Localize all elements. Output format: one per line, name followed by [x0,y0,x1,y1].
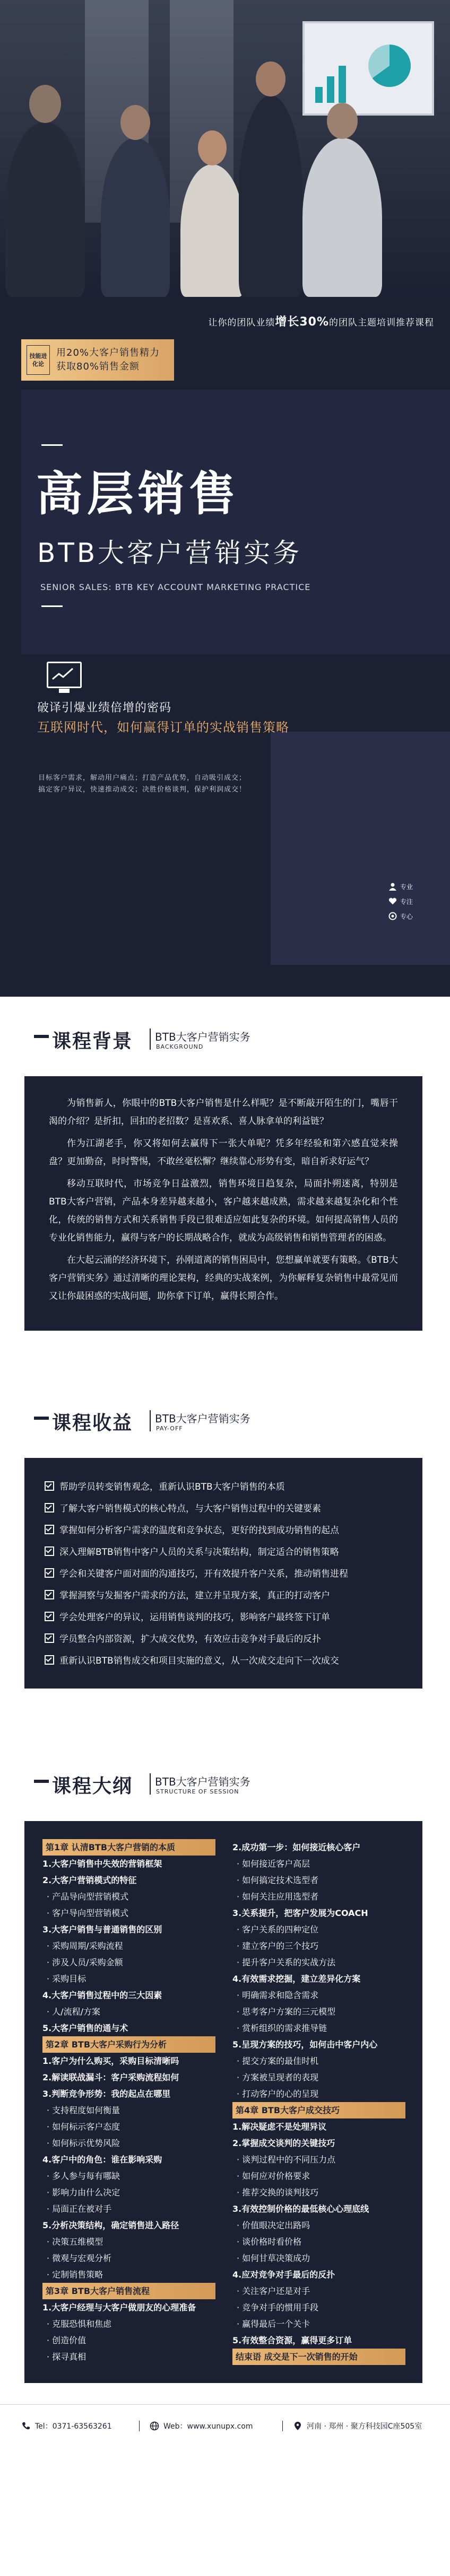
gain-text: 了解大客户销售模式的核心特点，与大客户销售过程中的关键要素 [59,1504,321,1514]
footer-divider [139,2421,140,2431]
section-header [0,997,450,1076]
person-icon [388,882,397,891]
outline-subtopic: · 如何标示优势风险 [47,2138,120,2148]
outline-subtopic: · 价值眼决定出路吗 [237,2220,310,2230]
value-item [388,894,413,909]
section-title: 课程大纲 [52,1775,133,1797]
value-label: 专注 [400,898,413,905]
gain-item [45,1584,402,1605]
values-list [388,879,413,924]
outline-topic: 1.解决疑虑不是处理异议 [232,2122,327,2132]
outline-subtopic: · 关注客户还是对手 [237,2286,310,2296]
footer-web [150,2421,253,2431]
outline-topic: 4.应对竞争对手最后的反扑 [232,2270,335,2280]
outline-subtopic: · 建立客户的三个技巧 [237,1941,319,1951]
outline-topic: 3.有效控制价格的最低核心心理底线 [232,2204,369,2214]
outline-subtopic: · 客户导向型营销模式 [47,1908,129,1918]
gain-text: 掌握洞察与发掘客户需求的方法，建立并呈现方案，真正的打动客户 [59,1590,330,1601]
checkbox-icon [45,1546,54,1556]
gain-text: 学会处理客户的异议，运用销售谈判的技巧，影响客户最终签下订单 [59,1612,330,1623]
background-paragraph: 在大起云涌的经济环境下，孙刚道离的销售困局中，您想赢单就要有策略。《BTB大客户营销实务》通过清晰的理论架构，经典的实战案例，为你解释复杂销售中最常见而又让你最困惑的实战问题，助你拿下订单，赢得长期合作。 [49,1255,398,1302]
gain-text: 帮助学员转变销售观念，重新认识BTB大客户销售的本质 [59,1482,285,1492]
outline-chapter: 第3章 BTB大客户销售流程 [42,2283,215,2299]
outline-subtopic: · 推荐交换的谈判技巧 [237,2187,319,2197]
globe-icon [150,2421,159,2431]
outline-subtopic: · 客户关系的四种定位 [237,1924,319,1935]
footer-divider [282,2421,283,2431]
checkbox-icon [45,1481,54,1491]
outline-subtopic: · 多人参与每有哪缺 [47,2171,120,2181]
hero-shade-block-2 [271,732,450,965]
gain-text: 重新认识BTB销售成交和项目实施的意义，从一次成交走向下一次成交 [59,1656,339,1666]
gain-item [45,1562,402,1584]
footer [0,2404,450,2450]
outline-subtopic: · 明确需求和隐含需求 [237,1990,319,2000]
title-dash-bottom [41,605,63,607]
section-header [0,1378,450,1458]
outline-topic: 5.分析决策结构，确定销售进入路径 [42,2220,179,2230]
english-title: SENIOR SALES: BTB KEY ACCOUNT MARKETING PRACTICE [40,582,311,592]
outline-subtopic: · 支持程度如何衡量 [47,2105,120,2115]
background-paragraph: 移动互联时代，市场竞争日益激烈，销售环境日趋复杂，局面扑朔迷离，特别是BTB大客户营销，产品本身差异越来越小，客户越来越成熟，需求越来越复杂化和个性化，传统的销售方式和关系销售手段已很难适应如此复杂的环境。如何提高销售人员的专业化销售能力，赢得与客户的长期战略合作，就成为高级销售和销售管理者的困惑。 [49,1179,398,1243]
outline-subtopic: · 产品导向型营销模式 [47,1892,129,1902]
outline-subtopic: · 创造价值 [47,2335,86,2345]
outline-section [0,1742,450,2383]
section-subtitle: BTB大客户营销实务 [155,1031,250,1043]
checkbox-icon [45,1612,54,1621]
header-separator [150,1410,151,1431]
gain-text: 学员整合内部资源，扩大成交优势，有效应击竞争对手最后的反扑 [59,1634,321,1645]
outline-topic: 3.关系提升，把客户发展为COACH [232,1908,368,1918]
outline-subtopic: · 采购目标 [47,1974,86,1984]
outline-subtopic: · 方案被呈现者的表现 [237,2072,319,2082]
outline-subtopic: · 赢得最后一个关卡 [237,2319,310,2329]
outline-topic: 5.有效整合资源，赢得更多订单 [232,2335,352,2345]
monitor-chart-icon [47,662,82,688]
footer-tel [21,2421,112,2431]
outline-subtopic: · 涉及人员/采购金额 [47,1957,123,1967]
outline-topic: 2.掌握成交谈判的关键技巧 [232,2138,335,2148]
outline-subtopic: · 局面正在被对手 [47,2204,112,2214]
outline-subtopic: · 谈价格时看价格 [237,2237,302,2247]
outline-topic: 5.大客户销售的通与术 [42,2023,128,2033]
checkbox-icon [45,1568,54,1578]
outline-subtopic: · 提交方案的最佳时机 [237,2056,319,2066]
outline-subtopic: · 决策五维模型 [47,2237,103,2247]
gain-item [45,1605,402,1627]
header-separator [150,1028,151,1050]
checkbox-icon [45,1633,54,1643]
gains-section [0,1378,450,1689]
benefit-line-2: 获取80%销售金额 [56,361,140,372]
value-item [388,879,413,894]
section-title: 课程背景 [52,1031,133,1052]
audience-line-2: 搞定客户异议，快速推动成交；决胜价格谈判，保护利润成交！ [38,786,247,794]
outline-right-column [232,1839,412,2365]
outline-topic: 4.有效需求挖掘，建立差异化方案 [232,1974,361,1984]
value-item [388,909,413,924]
outline-left-column [42,1839,222,2365]
background-paragraph: 作为江湖老手，你又将如何去赢得下一张大单呢？凭多年经验和第六感直觉来操盘？更加勤奋，时时警惕，不敢丝毫松懈？继续靠心形势有变，暗自祈求好运气？ [49,1138,398,1167]
target-icon [388,912,397,920]
hero-tagline [0,313,450,329]
outline-box [24,1821,422,2383]
outline-chapter: 第1章 认清BTB大客户营销的本质 [42,1839,215,1856]
gain-item [45,1497,402,1518]
value-label: 专心 [400,912,413,920]
outline-subtopic: · 如何甘草决策成功 [237,2253,310,2263]
sub-title: BTB大客户营销实务 [37,538,302,568]
outline-subtopic: · 探寻真相 [47,2352,86,2362]
outline-topic: 1.客户为什么购买，采购目标清晰吗 [42,2056,179,2066]
gain-text: 掌握如何分析客户需求的温度和竞争状态，更好的找到成功销售的起点 [59,1525,339,1536]
outline-topic: 3.大客户销售与普通销售的区别 [42,1924,162,1935]
web-text[interactable]: Web：www.xunupx.com [163,2422,253,2431]
checkbox-icon [45,1525,54,1534]
section-header [0,1742,450,1821]
hero-banner [0,0,450,997]
gain-text: 深入理解BTB销售中客户人员的关系与决策结构，制定适合的销售策略 [59,1547,339,1558]
location-pin-icon [293,2421,302,2431]
benefit-line-1: 用20%大客户销售精力 [56,347,160,358]
outline-subtopic: · 如何应对价格要求 [237,2171,310,2181]
outline-topic: 3.判断竞争形势：我的起点在哪里 [42,2089,171,2099]
outline-topic: 4.客户中的角色：谁在影响采购 [42,2155,162,2165]
hero-team-photo [0,0,450,297]
value-label: 专业 [400,883,413,891]
outline-topic: 2.成功第一步：如何接近核心客户 [232,1842,361,1852]
phone-icon [21,2421,31,2431]
outline-subtopic: · 赏析组织的需求推导链 [237,2023,327,2033]
gain-item [45,1649,402,1671]
tagline-highlight: 增长30% [275,315,329,329]
pain-point-2: 互联网时代，如何赢得订单的实战销售策略 [37,720,289,735]
section-subtitle: BTB大客户营销实务 [155,1412,250,1425]
outline-topic: 1.大客户销售中失效的营销框架 [42,1859,162,1869]
section-subtitle-en: BACKGROUND [156,1043,204,1050]
header-bar [34,1035,49,1038]
header-separator [150,1773,151,1795]
outline-subtopic: · 思考客户方案的三元模型 [237,2007,336,2017]
gain-item [45,1540,402,1562]
section-title: 课程收益 [52,1412,133,1434]
header-bar [34,1417,49,1420]
outline-topic: 1.大客户经理与大客户做朋友的心理准备 [42,2302,196,2313]
gains-box [24,1458,422,1689]
header-bar [34,1780,49,1783]
tagline-prefix: 让你的团队业绩 [208,318,275,328]
benefit-gold-box [21,339,174,381]
outline-topic: 4.大客户销售过程中的三大因素 [42,1990,162,2000]
gain-text: 学会和关键客户面对面的沟通技巧，开有效提升客户关系，推动销售进程 [59,1569,348,1579]
outline-subtopic: · 如何标示客户态度 [47,2122,120,2132]
outline-subtopic: · 克服恐惧和焦虑 [47,2319,112,2329]
outline-subtopic: · 打动客户的心的呈现 [237,2089,319,2099]
section-subtitle-en: PAY-OFF [156,1425,183,1432]
checkbox-icon [45,1590,54,1599]
main-title: 高层销售 [36,467,240,521]
title-dash-top [41,444,63,446]
outline-chapter: 第4章 BTB大客户成交技巧 [232,2102,405,2118]
outline-chapter: 第2章 BTB大客户采购行为分析 [42,2036,215,2053]
outline-subtopic: · 提升客户关系的实战方法 [237,1957,336,1967]
outline-topic: 2.大客户营销模式的特征 [42,1875,137,1885]
background-box [24,1076,422,1331]
gain-item [45,1627,402,1649]
checkbox-icon [45,1503,54,1513]
audience-line-1: 目标客户需求，解动用户痛点；打造产品优势，自动吸引成交； [38,774,247,782]
outline-subtopic: · 人/流程/方案 [47,2007,100,2017]
skill-badge: 技能进化论 [27,345,50,375]
outline-subtopic: · 影响力由什么决定 [47,2187,120,2197]
outline-topic: 2.解读联战漏斗：客户采购流程如何 [42,2072,179,2082]
tel-text: Tel：0371-63563261 [35,2422,112,2431]
footer-address [293,2421,422,2431]
tagline-suffix: 的团队主题培训推荐课程 [329,318,434,328]
section-subtitle: BTB大客户营销实务 [155,1775,250,1788]
outline-subtopic: · 如何接近客户高层 [237,1859,310,1869]
gain-item [45,1475,402,1497]
heart-icon [388,897,397,905]
background-section [0,997,450,1331]
outline-subtopic: · 定制销售策略 [47,2270,103,2280]
address-text: 河南 · 郑州 · 聚方科技园C座505室 [307,2422,422,2431]
outline-subtopic: · 微观与宏观分析 [47,2253,112,2263]
outline-topic: 5.呈现方案的技巧，如何击中客户内心 [232,2039,378,2050]
background-paragraph: 为销售新人，你眼中的BTB大客户销售是什么样呢？是不断敲开陌生的门，嘴唇干渴的介绍？是折扣，回扣的老招数？是喜欢系、喜人脉拿单的利益链？ [49,1098,398,1127]
pain-point-1: 破译引爆业绩倍增的密码 [37,701,172,715]
checkbox-icon [45,1655,54,1665]
outline-subtopic: · 如何关注应用选型者 [237,1892,319,1902]
outline-subtopic: · 竞争对手的惯用手段 [237,2302,319,2313]
gain-item [45,1518,402,1540]
outline-subtopic: · 如何搞定技术选型者 [237,1875,319,1885]
outline-subtopic: · 采购周期/采购流程 [47,1941,123,1951]
outline-subtopic: · 谈判过程中的不同压力点 [237,2155,336,2165]
section-subtitle-en: STRUCTURE OF SESSION [156,1788,239,1795]
outline-chapter: 结束语 成交是下一次销售的开始 [232,2349,405,2365]
presentation-board [302,21,434,116]
